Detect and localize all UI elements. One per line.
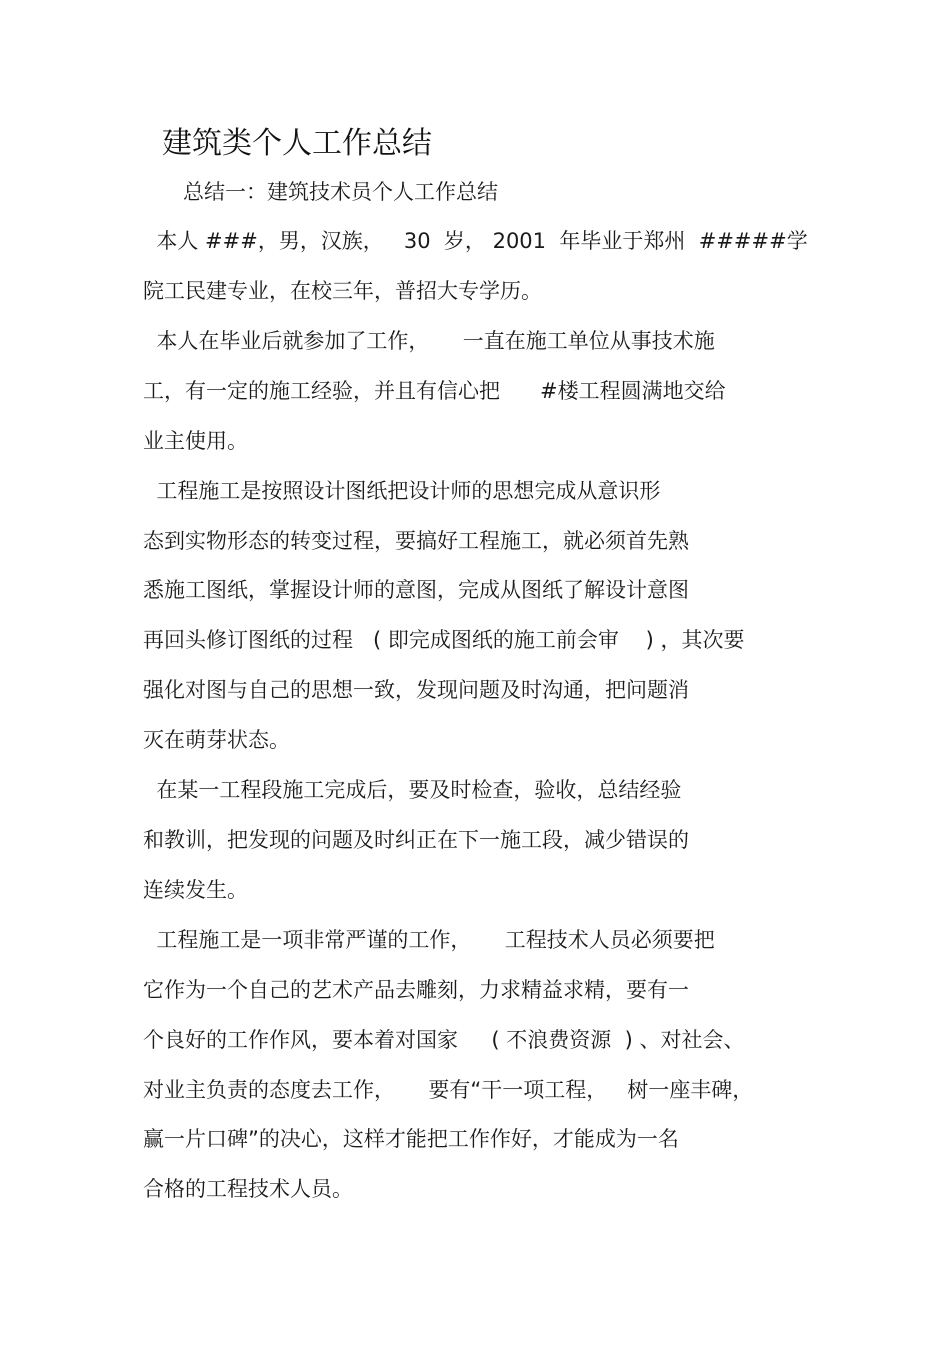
paragraph-line: 它作为一个自己的艺术产品去雕刻，力求精益求精，要有一 (143, 978, 689, 1002)
paragraph-line: 院工民建专业，在校三年，普招大专学历。 (143, 279, 542, 303)
paragraph-line: 在某一工程段施工完成后，要及时检查，验收，总结经验 (143, 778, 682, 802)
paragraph-line: 工程施工是一项非常严谨的工作， 工程技术人员必须要把 (143, 928, 715, 952)
paragraph-line: 连续发生。 (143, 878, 248, 902)
document-subtitle: 总结一：建筑技术员个人工作总结 (183, 180, 498, 204)
paragraph-line: 对业主负责的态度去工作， 要有“干一项工程， 树一座丰碑， (143, 1078, 754, 1102)
paragraph-line: 赢一片口碑”的决心，这样才能把工作作好，才能成为一名 (143, 1127, 679, 1151)
paragraph-line: 个良好的工作作风，要本着对国家 ( 不浪费资源 ) 、对社会、 (143, 1028, 745, 1052)
paragraph-line: 强化对图与自己的思想一致，发现问题及时沟通，把问题消 (143, 678, 689, 702)
paragraph-line: 灭在萌芽状态。 (143, 728, 290, 752)
document-title: 建筑类个人工作总结 (162, 126, 432, 161)
paragraph-line: 业主使用。 (143, 429, 248, 453)
paragraph-line: 本人在毕业后就参加了工作， 一直在施工单位从事技术施 (143, 329, 715, 353)
paragraph-line: 和教训，把发现的问题及时纠正在下一施工段，减少错误的 (143, 828, 689, 852)
paragraph-line: 工程施工是按照设计图纸把设计师的思想完成从意识形 (143, 479, 661, 503)
paragraph-line: 工，有一定的施工经验，并且有信心把 #楼工程圆满地交给 (143, 379, 726, 403)
paragraph-line: 合格的工程技术人员。 (143, 1177, 353, 1201)
paragraph-line: 态到实物形态的转变过程，要搞好工程施工，就必须首先熟 (143, 529, 689, 553)
paragraph-line: 本人 ###，男，汉族， 30 岁， 2001 年毕业于郑州 #####学 (143, 229, 808, 253)
paragraph-line: 悉施工图纸，掌握设计师的意图，完成从图纸了解设计意图 (143, 578, 689, 602)
paragraph-line: 再回头修订图纸的过程 ( 即完成图纸的施工前会审 ) ，其次要 (143, 628, 745, 652)
